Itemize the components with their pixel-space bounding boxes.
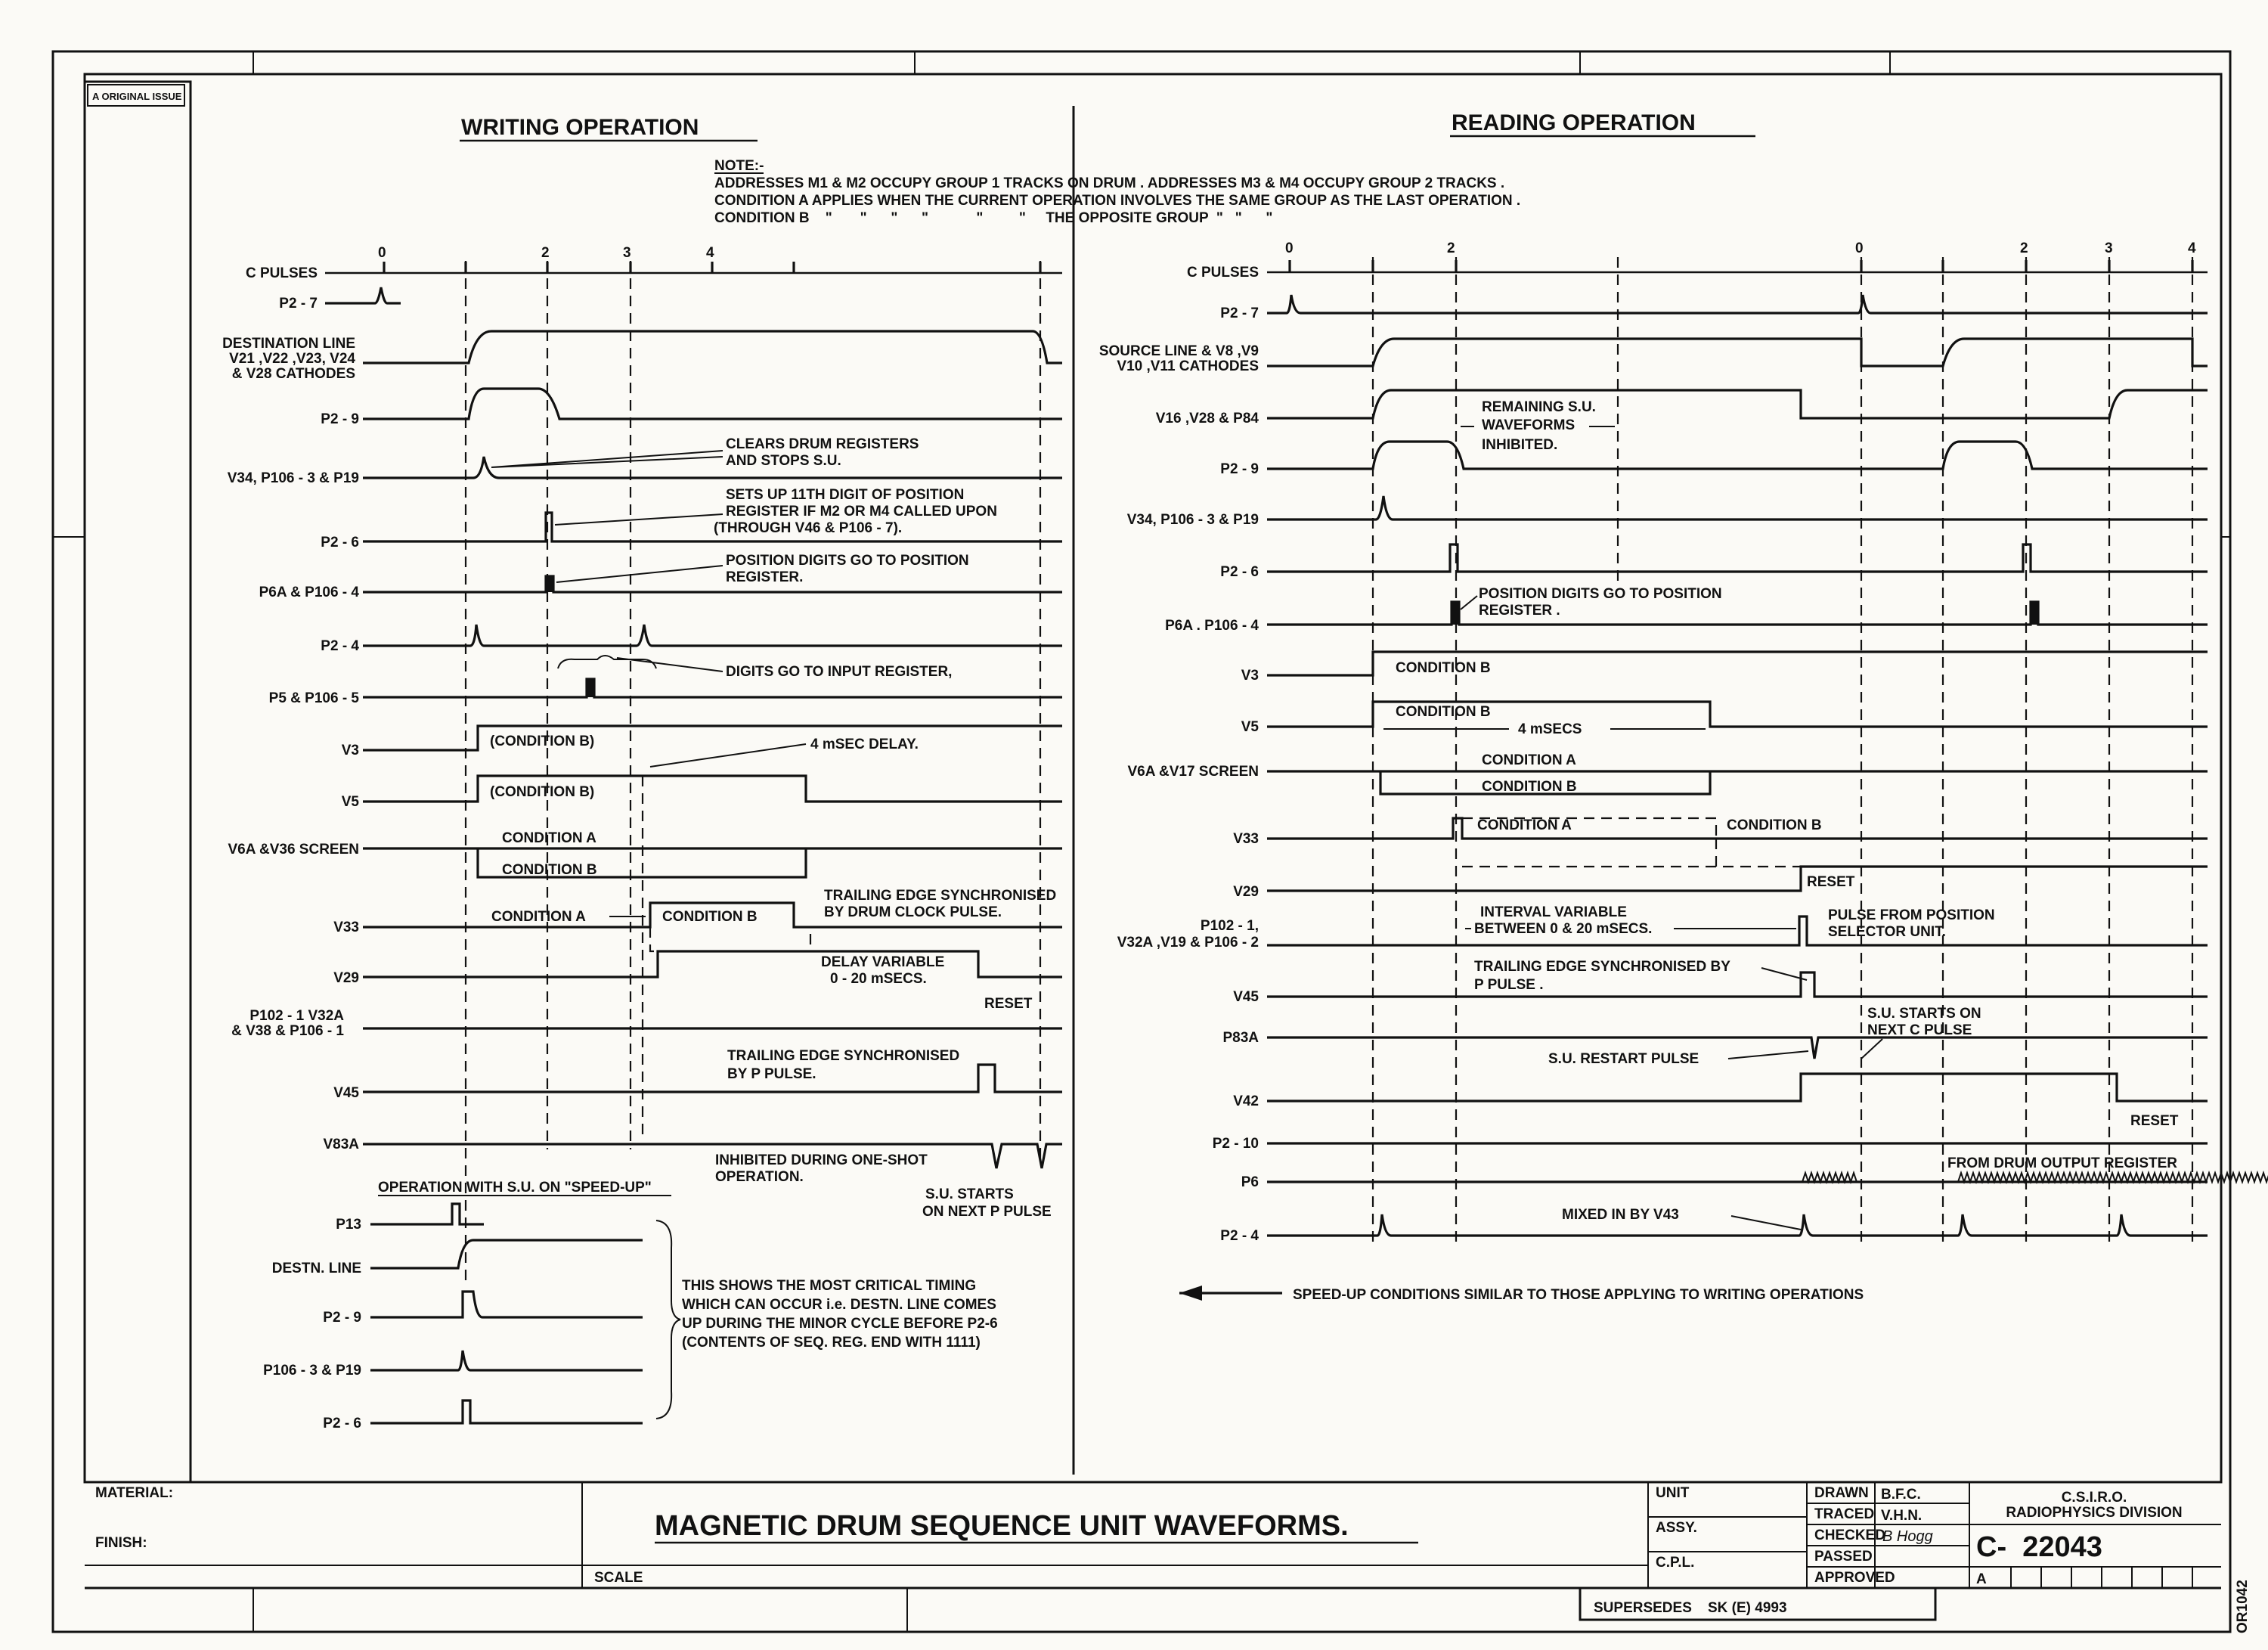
- w-label-c-pulses: C PULSES: [245, 265, 318, 281]
- w-ann-trail-1: TRAILING EDGE SYNCHRONISED: [824, 888, 1057, 904]
- outer-border: [53, 51, 2230, 1632]
- w-label-p102-a: P102 - 1 V32A: [249, 1008, 344, 1024]
- tb-org-1: C.S.I.R.O.: [2061, 1490, 2127, 1506]
- w-ann-trail-2: BY DRUM CLOCK PULSE.: [824, 904, 1002, 920]
- r-label-v34: V34, P106 - 3 & P19: [1126, 512, 1259, 528]
- r-ann-pulse-1: PULSE FROM POSITION: [1828, 907, 1995, 923]
- w-ann-inhib-1: INHIBITED DURING ONE-SHOT: [715, 1152, 928, 1168]
- w-label-v6a: V6A &V36 SCREEN: [228, 842, 359, 858]
- w-trace-v3: [363, 726, 1062, 750]
- reading-tick-2b: 2: [2020, 240, 2028, 256]
- r-ann-rem-2: WAVEFORMS: [1482, 417, 1576, 433]
- tb-approved: APPROVED: [1814, 1570, 1895, 1586]
- r-label-v3: V3: [1241, 668, 1259, 684]
- w-label-v33: V33: [333, 920, 359, 935]
- reading-tick-0b: 0: [1855, 240, 1864, 256]
- speedup-trace-p13: [370, 1204, 484, 1224]
- speedup-label-p2-9: P2 - 9: [323, 1310, 361, 1326]
- r-ann-interval-2: BETWEEN 0 & 20 mSECS.: [1474, 921, 1653, 937]
- r-label-v33: V33: [1233, 831, 1259, 847]
- tb-unit: UNIT: [1656, 1485, 1690, 1501]
- r-label-v16: V16 ,V28 & P84: [1155, 411, 1259, 426]
- w-ann-cond-b: CONDITION B: [502, 862, 597, 878]
- w-ann-sets-arrow: [555, 514, 723, 525]
- speedup-label-p2-6: P2 - 6: [323, 1416, 361, 1431]
- writing-tick-4: 4: [706, 245, 714, 261]
- r-trace-p102: [1267, 916, 2208, 945]
- r-ann-speedup: SPEED-UP CONDITIONS SIMILAR TO THOSE APPLYING TO WRITING OPERATIONS: [1293, 1287, 1864, 1303]
- w-p5-block: [587, 679, 594, 697]
- w-trace-v29: [363, 951, 1062, 977]
- r-ann-mixed: MIXED IN BY V43: [1562, 1207, 1679, 1223]
- w-ann-v33-cond-b: CONDITION B: [662, 909, 758, 925]
- tb-traced: TRACED: [1814, 1506, 1875, 1522]
- tb-drawn: DRAWN: [1814, 1485, 1869, 1501]
- w-ann-su-1: S.U. STARTS: [925, 1186, 1014, 1202]
- reading-tick-4: 4: [2188, 240, 2196, 256]
- note-heading: NOTE:-: [714, 158, 764, 174]
- r-trace-p83a: [1267, 1037, 2208, 1059]
- r-label-p2-9: P2 - 9: [1220, 461, 1259, 477]
- w-ann-v5-cond-b: (CONDITION B): [490, 784, 595, 800]
- w-ann-sets-1: SETS UP 11TH DIGIT OF POSITION: [726, 487, 965, 503]
- r-trace-v16: [1267, 390, 2208, 418]
- r-ann-pulse-2: SELECTOR UNIT.: [1828, 924, 1946, 940]
- w-trace-v83a: [363, 1144, 1062, 1168]
- note-line-1: ADDRESSES M1 & M2 OCCUPY GROUP 1 TRACKS ON DRUM . ADDRESSES M3 & M4 OCCUPY GROUP 2 TRACKS .: [714, 175, 1505, 191]
- r-label-v29: V29: [1233, 884, 1259, 900]
- w-label-p2-4: P2 - 4: [321, 638, 359, 654]
- w-trace-destination: [363, 331, 1062, 363]
- w-label-v5: V5: [341, 794, 359, 810]
- w-label-v34: V34, P106 - 3 & P19: [227, 470, 359, 486]
- w-label-dest-1: DESTINATION LINE: [222, 336, 355, 352]
- reading-tick-3: 3: [2105, 240, 2113, 256]
- r-label-v5: V5: [1241, 719, 1259, 735]
- title-block: [85, 1482, 2251, 1633]
- w-ann-delayvar-1: DELAY VARIABLE: [821, 954, 945, 970]
- w-trace-p6a: [363, 576, 1062, 592]
- w-ann-v33-cond-a: CONDITION A: [491, 909, 586, 925]
- r-p6a-block-2: [2031, 602, 2038, 625]
- w-ann-delayvar-2: 0 - 20 mSECS.: [830, 971, 927, 987]
- r-ann-v3-cond: CONDITION B: [1396, 660, 1491, 676]
- speedup-note-2: WHICH CAN OCCUR i.e. DESTN. LINE COMES: [682, 1297, 996, 1313]
- r-label-v42: V42: [1233, 1093, 1259, 1109]
- speedup-note-1: THIS SHOWS THE MOST CRITICAL TIMING: [682, 1278, 977, 1294]
- w-label-v3: V3: [341, 743, 359, 758]
- w-ann-pos-arrow: [556, 566, 723, 582]
- tb-supersedes: SUPERSEDES SK (E) 4993: [1594, 1600, 1787, 1616]
- w-ann-pos-1: POSITION DIGITS GO TO POSITION: [726, 553, 969, 569]
- speedup-brace: [656, 1220, 680, 1419]
- speedup-trace-p2-9: [370, 1292, 643, 1317]
- r-ann-v33-b: CONDITION B: [1727, 817, 1822, 833]
- writing-tick-2: 2: [541, 245, 550, 261]
- speedup-trace-p106: [370, 1351, 643, 1370]
- r-ann-v33-a: CONDITION A: [1477, 817, 1572, 833]
- speedup-label-p106: P106 - 3 & P19: [263, 1363, 361, 1379]
- w-trace-v34: [363, 457, 1062, 478]
- w-trace-p2-4: [363, 625, 1062, 646]
- tb-org-2: RADIOPHYSICS DIVISION: [2006, 1505, 2183, 1521]
- w-p6a-block: [546, 576, 553, 592]
- r-label-p83a: P83A: [1222, 1030, 1259, 1046]
- r-label-p2-6: P2 - 6: [1220, 564, 1259, 580]
- r-label-p102-a: P102 - 1,: [1200, 918, 1259, 934]
- note-line-3: CONDITION B " " " " " " THE OPPOSITE GROUP " " ": [714, 210, 1273, 226]
- r-label-c-pulses: C PULSES: [1186, 265, 1259, 281]
- r-ann-mixed-arrow: [1731, 1216, 1801, 1230]
- r-label-p102-b: V32A ,V19 & P106 - 2: [1117, 935, 1259, 951]
- tb-finish: FINISH:: [95, 1535, 147, 1551]
- w-ann-digits-arrow: [617, 658, 723, 671]
- r-ann-cond-a: CONDITION A: [1482, 752, 1576, 768]
- r-trace-v45: [1267, 972, 2208, 997]
- w-trace-v45: [363, 1065, 1062, 1092]
- w-label-v29: V29: [333, 970, 359, 986]
- r-label-p2-10: P2 - 10: [1212, 1136, 1259, 1152]
- r-ann-rem-1: REMAINING S.U.: [1482, 399, 1596, 415]
- w-ann-sets-2: REGISTER IF M2 OR M4 CALLED UPON: [726, 504, 997, 520]
- w-label-v45: V45: [333, 1085, 359, 1101]
- tb-scale: SCALE: [594, 1570, 643, 1586]
- tb-material: MATERIAL:: [95, 1485, 174, 1501]
- writing-tick-0: 0: [378, 245, 386, 261]
- w-ann-inhib-2: OPERATION.: [715, 1169, 804, 1185]
- w-ann-trailp-1: TRAILING EDGE SYNCHRONISED: [727, 1048, 960, 1064]
- r-trace-p2-6: [1267, 544, 2208, 572]
- w-trace-v5: [363, 776, 1062, 802]
- speedup-trace-dest: [370, 1240, 643, 1268]
- r-ann-restart: S.U. RESTART PULSE: [1548, 1051, 1699, 1067]
- r-ann-trail-2: P PULSE .: [1474, 977, 1544, 993]
- w-label-p2-7: P2 - 7: [279, 296, 318, 312]
- w-trace-p2-9: [363, 389, 1062, 419]
- writing-title: WRITING OPERATION: [461, 115, 699, 140]
- r-p6-burst-1: [1802, 1173, 1857, 1182]
- r-trace-source: [1267, 339, 2208, 366]
- w-ann-su-2: ON NEXT P PULSE: [922, 1204, 1052, 1220]
- r-ann-su-2: NEXT C PULSE: [1867, 1022, 1972, 1038]
- r-label-p6a: P6A . P106 - 4: [1165, 618, 1259, 634]
- r-ann-4msecs: 4 mSECS: [1518, 721, 1582, 737]
- w-ann-pos-2: REGISTER.: [726, 569, 804, 585]
- r-label-v6a: V6A &V17 SCREEN: [1127, 764, 1259, 780]
- r-trace-v34: [1267, 496, 2208, 520]
- revision-box-text: A ORIGINAL ISSUE: [92, 91, 182, 102]
- tb-side-code: OR1042: [2235, 1580, 2251, 1633]
- w-c-pulse-ticks: [384, 262, 1040, 273]
- tb-assy: ASSY.: [1656, 1520, 1697, 1536]
- tb-rev-grid: [2011, 1567, 2192, 1588]
- r-c-pulse-ticks: [1290, 260, 2192, 272]
- w-ann-clears-2: AND STOPS S.U.: [726, 453, 841, 469]
- w-trace-p5: [363, 679, 1062, 697]
- w-ann-cond-a: CONDITION A: [502, 830, 596, 846]
- r-ann-interval-1: INTERVAL VARIABLE: [1480, 904, 1627, 920]
- tb-passed: PASSED: [1814, 1549, 1873, 1565]
- r-label-src-2: V10 ,V11 CATHODES: [1117, 358, 1259, 374]
- r-v29-dashed: [1462, 839, 1801, 867]
- tb-title: MAGNETIC DRUM SEQUENCE UNIT WAVEFORMS.: [655, 1510, 1349, 1542]
- w-label-v83a: V83A: [323, 1137, 359, 1152]
- r-ann-reset-2: RESET: [2130, 1113, 2179, 1129]
- r-ann-su-1: S.U. STARTS ON: [1867, 1006, 1981, 1022]
- r-ann-su-arrow: [1861, 1039, 1882, 1059]
- r-p6a-block-1: [1452, 602, 1459, 625]
- tb-rev: A: [1976, 1571, 1987, 1587]
- w-ann-reset: RESET: [984, 996, 1033, 1012]
- w-label-p5: P5 & P106 - 5: [268, 690, 359, 706]
- writing-timing-diagram: [222, 245, 1062, 1431]
- r-ann-pos-arrow: [1461, 596, 1477, 609]
- speedup-title: OPERATION WITH S.U. ON "SPEED-UP": [378, 1180, 652, 1196]
- r-ann-restart-arrow: [1728, 1051, 1808, 1059]
- r-label-src-1: SOURCE LINE & V8 ,V9: [1098, 343, 1259, 359]
- r-label-p6: P6: [1241, 1174, 1259, 1190]
- r-ann-reset: RESET: [1807, 874, 1855, 890]
- w-trace-p2-7: [325, 287, 401, 303]
- speedup-label-dest: DESTN. LINE: [271, 1261, 361, 1276]
- w-ann-delay-arrow: [650, 744, 806, 767]
- w-ann-sets-3: (THROUGH V46 & P106 - 7).: [714, 520, 903, 536]
- r-ann-cond-b: CONDITION B: [1482, 779, 1577, 795]
- writing-tick-3: 3: [623, 245, 631, 261]
- r-trace-v29: [1267, 867, 2208, 891]
- r-ann-pos-1: POSITION DIGITS GO TO POSITION: [1479, 586, 1722, 602]
- reading-timing-diagram: [1099, 240, 2268, 1303]
- speedup-note-4: (CONTENTS OF SEQ. REG. END WITH 1111): [682, 1335, 981, 1351]
- r-speedup-arrow-head: [1179, 1286, 1202, 1301]
- r-label-p2-7: P2 - 7: [1220, 305, 1259, 321]
- r-trace-p2-9: [1267, 442, 2208, 469]
- r-label-p2-4: P2 - 4: [1220, 1228, 1259, 1244]
- reading-tick-0: 0: [1285, 240, 1294, 256]
- speedup-note-3: UP DURING THE MINOR CYCLE BEFORE P2-6: [682, 1316, 998, 1332]
- w-ann-delay: 4 mSEC DELAY.: [810, 737, 919, 752]
- w-label-p2-6: P2 - 6: [321, 535, 359, 551]
- w-ann-clears-1: CLEARS DRUM REGISTERS: [726, 436, 919, 452]
- tb-number: C- 22043: [1976, 1531, 2102, 1563]
- tb-checked: CHECKED: [1814, 1527, 1885, 1543]
- speedup-label-p13: P13: [336, 1217, 361, 1233]
- r-ann-rem-3: INHIBITED.: [1482, 437, 1558, 453]
- revision-column: [85, 82, 191, 1482]
- reading-tick-2: 2: [1447, 240, 1455, 256]
- w-ann-digits: DIGITS GO TO INPUT REGISTER,: [726, 664, 953, 680]
- speedup-trace-p2-6: [370, 1400, 643, 1423]
- r-ann-v5-cond: CONDITION B: [1396, 704, 1491, 720]
- w-v33-dashed: [650, 927, 810, 951]
- reading-title: READING OPERATION: [1452, 110, 1696, 135]
- r-trace-p2-7: [1267, 295, 2208, 313]
- note-line-2: CONDITION A APPLIES WHEN THE CURRENT OPERATION INVOLVES THE SAME GROUP AS THE LAST OPERATION .: [714, 193, 1521, 209]
- r-trace-p6a: [1267, 602, 2208, 625]
- w-ann-clears-arrow: [491, 451, 723, 467]
- w-label-dest-3: & V28 CATHODES: [231, 366, 355, 382]
- r-label-v45: V45: [1233, 989, 1259, 1005]
- w-label-dest-2: V21 ,V22 ,V23, V24: [229, 351, 355, 367]
- w-label-p2-9: P2 - 9: [321, 411, 359, 427]
- r-ann-pos-2: REGISTER .: [1479, 603, 1560, 619]
- tb-drawn-by: B.F.C.: [1881, 1487, 1921, 1503]
- w-p5-brace: [558, 656, 656, 668]
- w-label-p6a: P6A & P106 - 4: [259, 585, 359, 600]
- w-ann-v3-cond-b: (CONDITION B): [490, 734, 595, 749]
- r-ann-drum: FROM DRUM OUTPUT REGISTER: [1947, 1155, 2177, 1171]
- tb-traced-by: V.H.N.: [1881, 1508, 1923, 1524]
- w-ann-trailp-2: BY P PULSE.: [727, 1066, 816, 1082]
- w-label-p102-b: & V38 & P106 - 1: [231, 1023, 344, 1039]
- tb-cpl: C.P.L.: [1656, 1555, 1695, 1571]
- tb-checked-by: B Hogg: [1882, 1528, 1933, 1545]
- r-ann-trail-1: TRAILING EDGE SYNCHRONISED BY: [1474, 959, 1730, 975]
- r-trace-v42: [1267, 1074, 2208, 1101]
